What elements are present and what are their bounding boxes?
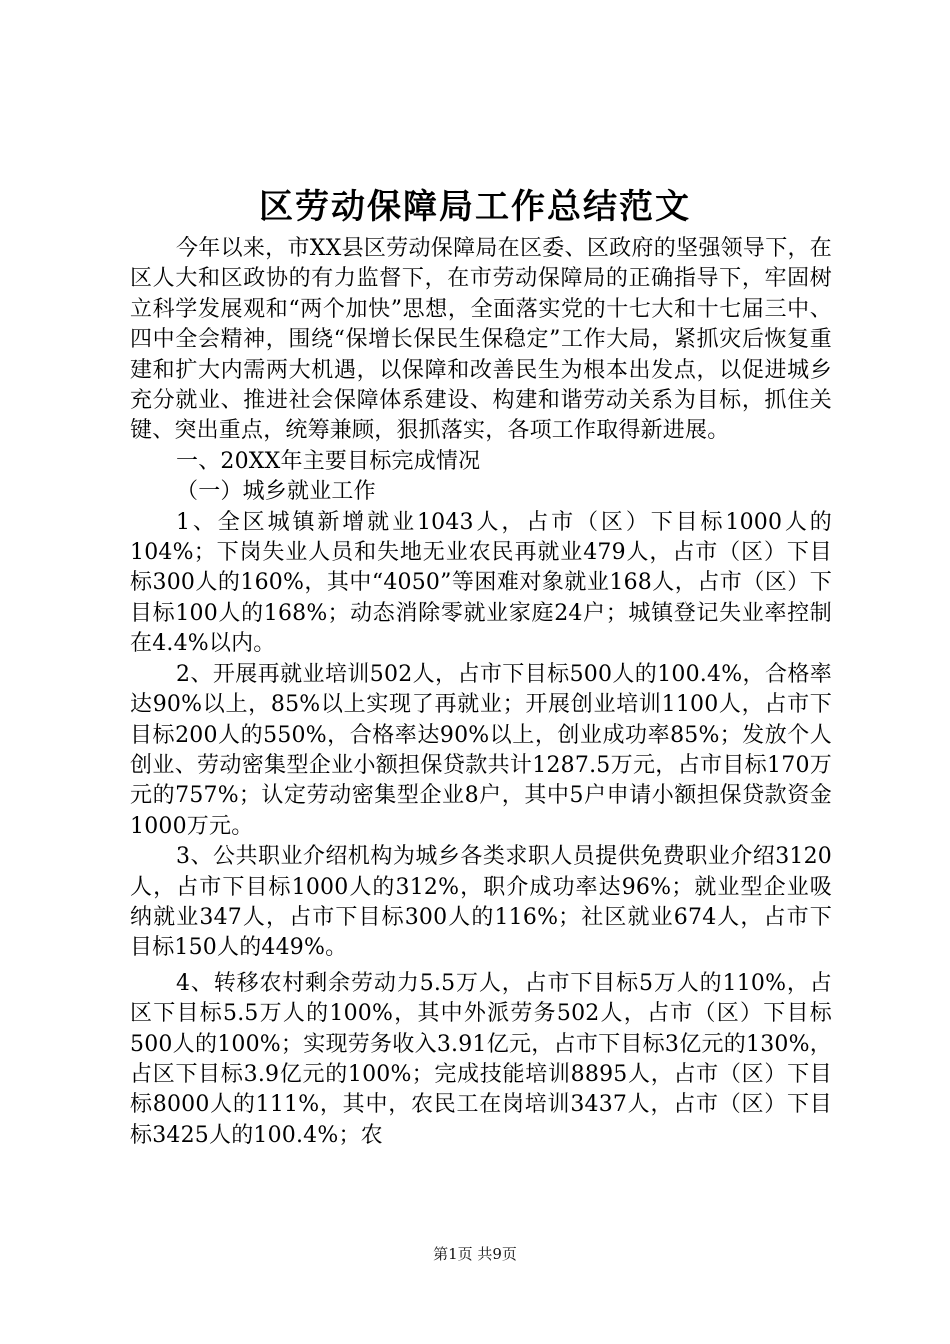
paragraph-intro: 今年以来，市XX县区劳动保障局在区委、区政府的坚强领导下，在区人大和区政协的有力监督下，在市劳动保障局的正确指导下，牢固树立科学发展观和“两个加快”思想，全面落实党的十七大和十七届三中、四中全会精神，围绕“保增长保民生保稳定”工作大局，紧抓灾后恢复重建和扩大内需两大机遇，以保障和改善民生为根本出发点，以促进城乡充分就业、推进社会保障体系建设、构建和谐劳动关系为目标，抓住关键、突出重点，统筹兼顾，狠抓落实，各项工作取得新进展。 [130, 236, 832, 444]
paragraph-item-1: 1、全区城镇新增就业1043人，占市（区）下目标1000人的104%；下岗失业人员和失地无业农民再就业479人，占市（区）下目标300人的160%，其中“4050”等困难对象就业168人，占市（区）下目标100人的168%；动态消除零就业家庭24户；城镇登记失业率控制在4.4%以内。 [130, 509, 832, 657]
paragraph-item-4: 4、转移农村剩余劳动力5.5万人，占市下目标5万人的110%，占区下目标5.5万人的100%，其中外派劳务502人，占市（区）下目标500人的100%；实现劳务收入3.91亿元，占市下目标3亿元的130%，占区下目标3.9亿元的100%；完成技能培训8895人，占市（区）下目标8000人的111%，其中，农民工在岗培训3437人，占市（区）下目标3425人的100.4%；农 [130, 970, 832, 1148]
paragraph-item-3: 3、公共职业介绍机构为城乡各类求职人员提供免费职业介绍3120人，占市下目标1000人的312%，职介成功率达96%；就业型企业吸纳就业347人，占市下目标300人的116%；社区就业674人，占市下目标150人的449%。 [130, 844, 832, 961]
subsection-heading-1: （一）城乡就业工作 [176, 479, 376, 505]
document-title: 区劳动保障局工作总结范文 [259, 187, 691, 227]
paragraph-item-2: 2、开展再就业培训502人，占市下目标500人的100.4%，合格率达90%以上，85%以上实现了再就业；开展创业培训1100人，占市下目标200人的550%，合格率达90%以上，创业成功率85%；发放个人创业、劳动密集型企业小额担保贷款共计1287.5万元，占市目标170万元的757%；认定劳动密集型企业8户，其中5户申请小额担保贷款资金1000万元。 [130, 661, 832, 839]
section-heading-1: 一、20XX年主要目标完成情况 [176, 448, 481, 474]
page-number-footer: 第1页 共9页 [433, 1245, 517, 1263]
document-body [130, 234, 832, 1151]
